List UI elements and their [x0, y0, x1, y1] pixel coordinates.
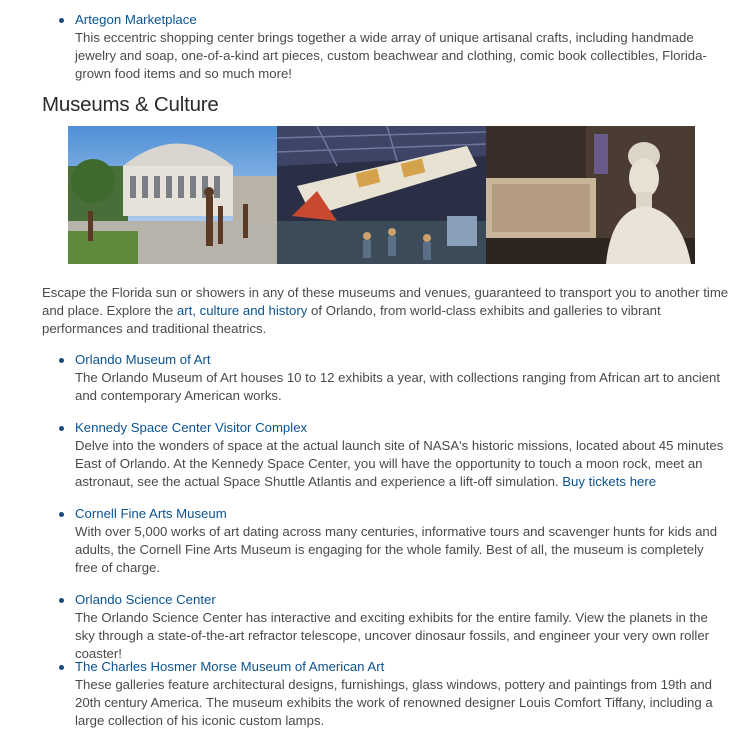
list-item	[75, 11, 725, 83]
list-item	[75, 351, 725, 405]
item-description	[75, 437, 725, 491]
cornell-fine-arts-museum-link[interactable]: Cornell Fine Arts Museum	[75, 506, 227, 521]
bullet	[59, 358, 64, 363]
cornell-sculpture-photo	[486, 126, 695, 264]
bullet	[59, 426, 64, 431]
kennedy-space-center-link[interactable]: Kennedy Space Center Visitor Complex	[75, 420, 308, 435]
item-description: These galleries feature architectural designs, furnishings, glass windows, pottery and paintings from 19th and 20th century America. The museum exhibits the work of renowned designer Louis Comfort Tiffany, including a large collection of his iconic custom lamps.	[75, 677, 713, 728]
museum-photo-strip	[68, 126, 695, 264]
intro-text-before: Escape the Florida sun or showers in any of these museums and venues, guaranteed to transport you to another time and place. Explore the	[42, 285, 729, 318]
kennedy-space-center-photo	[277, 126, 486, 264]
orlando-museum-of-art-link[interactable]: Orlando Museum of Art	[75, 352, 211, 367]
intro-text-after: of Orlando, from world-class exhibits and galleries to vibrant performances and traditional theatrics.	[42, 303, 661, 336]
list-item	[75, 505, 725, 577]
kennedy-description-text: Delve into the wonders of space at the actual launch site of NASA's historic missions, located about 45 minutes East of Orlando. At the Kennedy Space Center, you will have the opportunity to touch a moon rock, meet an astronaut, see the actual Space Shuttle Atlantis and experience a lift-off simulation.	[75, 438, 724, 489]
bullet	[59, 512, 64, 517]
bullet	[59, 18, 64, 23]
section-heading: Museums & Culture	[42, 93, 219, 116]
bullet	[59, 598, 64, 603]
bullet	[59, 665, 64, 670]
orlando-science-center-link[interactable]: Orlando Science Center	[75, 592, 216, 607]
artegon-marketplace-link[interactable]: Artegon Marketplace	[75, 12, 197, 27]
art-culture-history-link[interactable]: art, culture and history	[176, 303, 308, 318]
buy-tickets-link[interactable]: Buy tickets here	[562, 474, 657, 489]
item-description: The Orlando Museum of Art houses 10 to 12 exhibits a year, with collections ranging from African art to ancient and contemporary American works.	[75, 370, 721, 403]
orlando-museum-photo	[68, 126, 277, 264]
item-description: The Orlando Science Center has interactive and exciting exhibits for the entire family. View the planets in the sky through a state-of-the-art refractor telescope, uncover dinosaur fossils, and engineer your very own roller coaster!	[75, 610, 710, 661]
list-item	[75, 591, 725, 663]
item-description: With over 5,000 works of art dating across many centuries, informative tours and scavenger hunts for kids and adults, the Cornell Fine Arts Museum is engaging for the whole family. Best of all, the museum is completely free of charge.	[75, 524, 718, 575]
morse-museum-link[interactable]: The Charles Hosmer Morse Museum of American Art	[75, 659, 385, 674]
section-intro	[42, 284, 732, 338]
list-item	[75, 419, 725, 491]
item-description: This eccentric shopping center brings together a wide array of unique artisanal crafts, including handmade jewelry and soap, one-of-a-kind art pieces, custom beachwear and clothing, comic book collectibles, Florida-grown food items and so much more!	[75, 30, 707, 81]
list-item	[75, 658, 725, 730]
